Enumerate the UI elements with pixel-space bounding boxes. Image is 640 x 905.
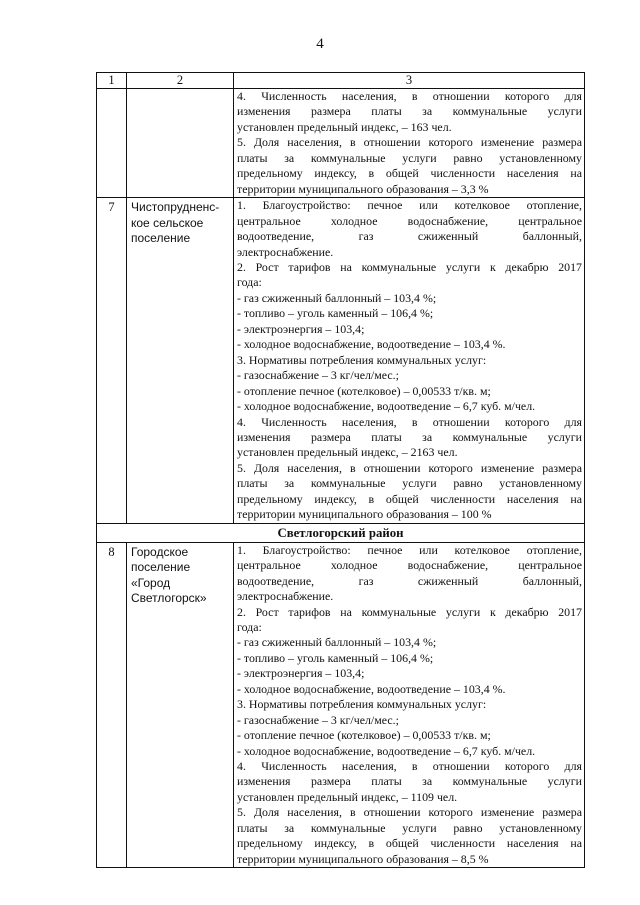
content-line: года: <box>237 619 262 634</box>
content-line: года: <box>237 275 262 290</box>
table-header-row <box>97 73 585 89</box>
content-line: 1. Благоустройство: печное или котелковое отопление, <box>237 198 582 213</box>
region-header-row <box>97 523 585 542</box>
municipality-line: «Город <box>131 575 171 590</box>
content-line: 3. Нормативы потребления коммунальных услуг: <box>237 697 487 712</box>
content-line: территории муниципального образования – 100 % <box>237 507 492 522</box>
content-line: водоотведение, газ сжиженный баллонный, <box>237 573 582 588</box>
table-row-8 <box>97 542 585 868</box>
content-line: - холодное водоснабжение, водоотведение – 103,4 %. <box>237 681 506 696</box>
content-cell <box>234 198 585 524</box>
content-line: установлен предельный индекс, – 163 чел. <box>237 119 452 134</box>
content-line: 5. Доля населения, в отношении которого изменение размера <box>237 135 582 150</box>
municipality-name <box>127 198 234 524</box>
content-line: предельному индексу, в общей численности населения на <box>237 166 582 181</box>
content-line: - газ сжиженный баллонный – 103,4 %; <box>237 635 437 650</box>
content-line: - электроэнергия – 103,4; <box>237 666 365 681</box>
content-line: предельному индексу, в общей численности населения на <box>237 491 582 506</box>
content-line: электроснабжение. <box>237 244 334 259</box>
content-line: - топливо – уголь каменный – 106,4 %; <box>237 650 434 665</box>
content-line: платы за коммунальные услуги равно установленному <box>237 820 582 835</box>
content-line: центральное холодное водоснабжение, центральное <box>237 213 582 228</box>
municipality-line: поселение <box>131 231 191 246</box>
content-line: установлен предельный индекс, – 1109 чел. <box>237 789 458 804</box>
content-line: 4. Численность населения, в отношении которого для <box>237 89 582 103</box>
municipality-line: Городское <box>131 544 189 559</box>
row-number: 7 <box>97 198 127 524</box>
content-line: - электроэнергия – 103,4; <box>237 321 365 336</box>
content-line: платы за коммунальные услуги равно установленному <box>237 476 582 491</box>
content-line: территории муниципального образования – 3,3 % <box>237 181 489 196</box>
content-line: предельному индексу, в общей численности населения на <box>237 836 582 851</box>
header-col-3: 3 <box>234 73 585 89</box>
municipality-line: Чистопрудненс- <box>131 200 220 215</box>
region-title: Светлогорский район <box>97 523 585 542</box>
tariff-table <box>96 72 585 868</box>
content-line: 4. Численность населения, в отношении которого для <box>237 759 582 774</box>
content-line: установлен предельный индекс, – 2163 чел. <box>237 445 458 460</box>
content-line: 1. Благоустройство: печное или котелковое отопление, <box>237 542 582 557</box>
content-line: - отопление печное (котелковое) – 0,00533 т/кв. м; <box>237 728 491 743</box>
content-line: - газоснабжение – 3 кг/чел/мес.; <box>237 712 399 727</box>
content-line: - холодное водоснабжение, водоотведение – 6,7 куб. м/чел. <box>237 743 536 758</box>
content-line: платы за коммунальные услуги равно установленному <box>237 150 582 165</box>
page-number: 4 <box>316 36 324 52</box>
content-line: изменения размера платы за коммунальные услуги <box>237 429 582 444</box>
header-col-2: 2 <box>127 73 234 89</box>
table-row-continuation <box>97 89 585 198</box>
content-line: 3. Нормативы потребления коммунальных услуг: <box>237 352 487 367</box>
header-col-1: 1 <box>97 73 127 89</box>
municipality-line: Светлогорск» <box>131 591 207 606</box>
content-line: изменения размера платы за коммунальные услуги <box>237 774 582 789</box>
content-line: - газ сжиженный баллонный – 103,4 %; <box>237 290 437 305</box>
content-line: - топливо – уголь каменный – 106,4 %; <box>237 306 434 321</box>
content-line: территории муниципального образования – 8,5 % <box>237 851 489 866</box>
content-line: 5. Доля населения, в отношении которого изменение размера <box>237 805 582 820</box>
content-line: - холодное водоснабжение, водоотведение – 103,4 %. <box>237 337 506 352</box>
content-line: водоотведение, газ сжиженный баллонный, <box>237 229 582 244</box>
content-line: 2. Рост тарифов на коммунальные услуги к декабрю 2017 <box>237 604 582 619</box>
content-line: изменения размера платы за коммунальные услуги <box>237 104 582 119</box>
content-line: электроснабжение. <box>237 589 334 604</box>
content-line: - газоснабжение – 3 кг/чел/мес.; <box>237 368 399 383</box>
content-line: - отопление печное (котелковое) – 0,00533 т/кв. м; <box>237 383 491 398</box>
municipality-line: поселение <box>131 560 191 575</box>
municipality-name <box>127 542 234 868</box>
content-cell <box>234 89 585 198</box>
row-number-cell <box>97 89 127 198</box>
content-line: 4. Численность населения, в отношении которого для <box>237 414 582 429</box>
table-row-7 <box>97 198 585 524</box>
municipality-line: кое сельское <box>131 215 204 230</box>
content-cell <box>234 542 585 868</box>
row-number: 8 <box>97 542 127 868</box>
municipality-cell <box>127 89 234 198</box>
content-line: 2. Рост тарифов на коммунальные услуги к декабрю 2017 <box>237 259 582 274</box>
content-line: центральное холодное водоснабжение, центральное <box>237 558 582 573</box>
content-line: 5. Доля населения, в отношении которого изменение размера <box>237 460 582 475</box>
content-line: - холодное водоснабжение, водоотведение – 6,7 куб. м/чел. <box>237 399 536 414</box>
